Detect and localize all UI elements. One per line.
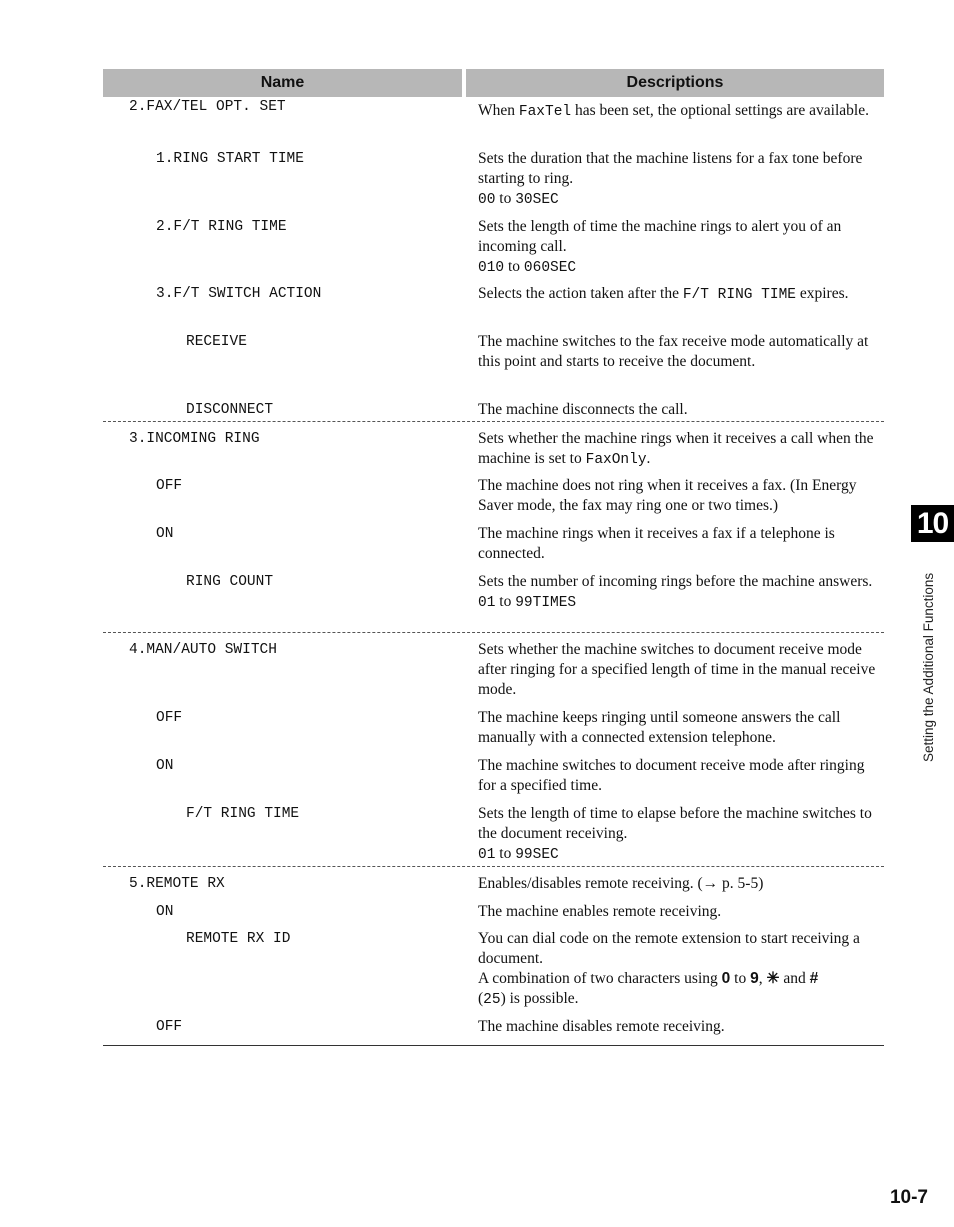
section-divider — [103, 866, 884, 874]
table-row — [103, 149, 884, 217]
table-row — [103, 400, 884, 420]
setting-description: The machine switches to document receive mode after ringing for a specified time. — [478, 757, 865, 794]
key-9: 9 — [750, 970, 759, 987]
page-number: 10-7 — [889, 1187, 928, 1208]
setting-description: Sets the number of incoming rings before the machine answers. 01 to 99TIMES — [478, 573, 873, 611]
setting-description: Sets the length of time the machine rings to alert you of an incoming call. 010 to 060SEC — [478, 218, 842, 276]
table-row — [103, 640, 884, 708]
setting-name: 3.F/T SWITCH ACTION — [156, 286, 322, 302]
key-0: 0 — [721, 970, 731, 987]
setting-name: ON — [156, 904, 174, 920]
setting-name: OFF — [156, 1019, 183, 1035]
header-name: Name — [103, 69, 462, 97]
table-row — [103, 97, 884, 149]
section-divider — [103, 421, 884, 429]
table-row — [103, 524, 884, 572]
table-row — [103, 874, 884, 902]
setting-name: RECEIVE — [186, 334, 247, 350]
setting-name: ON — [156, 758, 174, 774]
table-row — [103, 929, 884, 1017]
setting-name: OFF — [156, 478, 183, 494]
setting-description: The machine disconnects the call. — [478, 401, 688, 418]
setting-description: The machine keeps ringing until someone answers the call manually with a connected extension telephone. — [478, 709, 841, 746]
setting-description: Sets whether the machine switches to document receive mode after ringing for a specified length of time in the manual receive mode. — [478, 641, 876, 698]
table-row — [103, 476, 884, 524]
setting-name: 3.INCOMING RING — [129, 431, 260, 447]
table-row — [103, 1017, 884, 1045]
chapter-tab: 10 — [911, 505, 954, 542]
settings-table — [103, 69, 884, 1046]
setting-description: Enables/disables remote receiving. (→ p. 5-5) — [478, 875, 764, 892]
setting-name: 2.FAX/TEL OPT. SET — [129, 99, 286, 115]
table-row — [103, 804, 884, 866]
table-row — [103, 217, 884, 284]
hash-key: # — [809, 970, 819, 987]
table-row — [103, 902, 884, 929]
setting-name: DISCONNECT — [186, 402, 274, 418]
table-row — [103, 572, 884, 632]
chapter-side-title: Setting the Additional Functions — [921, 572, 936, 762]
setting-description: The machine does not ring when it receives a fax. (In Energy Saver mode, the fax may ring one or two times.) — [478, 477, 857, 514]
setting-name: 5.REMOTE RX — [129, 876, 225, 892]
table-row — [103, 756, 884, 804]
setting-name: ON — [156, 526, 174, 542]
setting-description: You can dial code on the remote extension to start receiving a document. A combination of two characters using 0 to 9, ✳ and # (25) is possible. — [478, 930, 860, 1008]
setting-name: F/T RING TIME — [186, 806, 300, 822]
setting-description: The machine switches to the fax receive mode automatically at this point and starts to receive the document. — [478, 333, 869, 370]
setting-name: 4.MAN/AUTO SWITCH — [129, 642, 277, 658]
table-row — [103, 284, 884, 332]
setting-description: Selects the action taken after the F/T RING TIME expires. — [478, 285, 849, 303]
setting-name: RING COUNT — [186, 574, 274, 590]
setting-description: The machine enables remote receiving. — [478, 903, 722, 920]
table-row — [103, 429, 884, 476]
section-divider — [103, 632, 884, 640]
table-header — [103, 69, 884, 97]
setting-description: Sets the duration that the machine listens for a fax tone before starting to ring. 00 to 30SEC — [478, 150, 863, 208]
setting-description: The machine disables remote receiving. — [478, 1018, 725, 1035]
header-descriptions: Descriptions — [466, 69, 884, 97]
table-row — [103, 708, 884, 756]
setting-name: OFF — [156, 710, 183, 726]
setting-name: 1.RING START TIME — [156, 151, 304, 167]
setting-description: When FaxTel has been set, the optional settings are available. — [478, 102, 869, 120]
setting-description: The machine rings when it receives a fax if a telephone is connected. — [478, 525, 835, 562]
setting-name: 2.F/T RING TIME — [156, 219, 287, 235]
table-bottom-rule — [103, 1045, 884, 1046]
setting-name: REMOTE RX ID — [186, 931, 291, 947]
setting-description: Sets whether the machine rings when it receives a call when the machine is set to FaxOnly. — [478, 430, 874, 468]
table-row — [103, 332, 884, 400]
star-key-icon: ✳ — [766, 970, 780, 987]
setting-description: Sets the length of time to elapse before the machine switches to the document receiving. 01 to 99SEC — [478, 805, 872, 863]
